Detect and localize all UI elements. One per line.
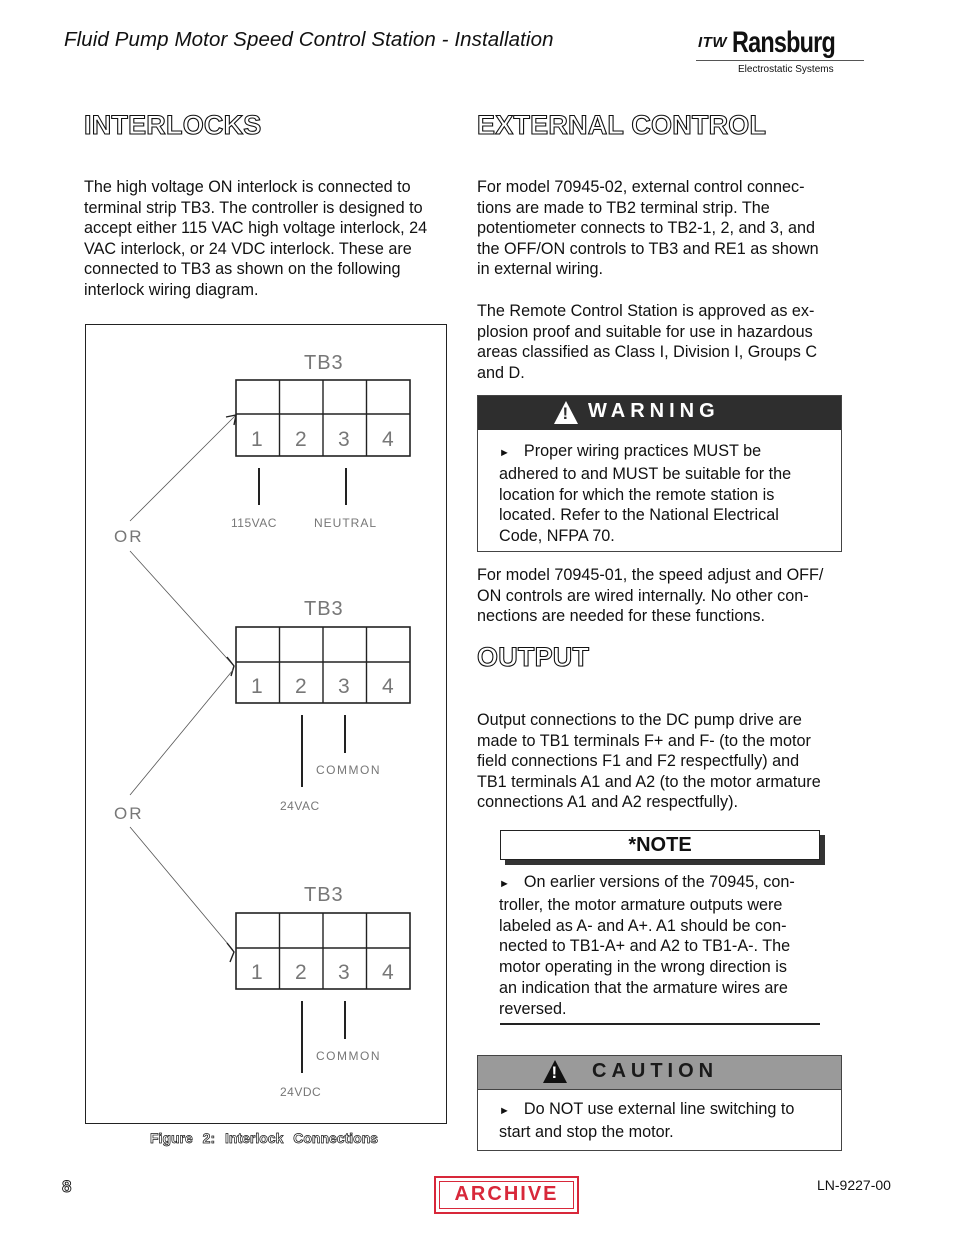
figure-caption: Figure 2: Interlock Connections	[150, 1130, 379, 1146]
text-line: potentiometer connects to TB2-1, 2, and 3, and	[477, 219, 816, 238]
terminal-4: 4	[382, 428, 394, 451]
text-line: connected to TB3 as shown on the following	[84, 260, 401, 279]
note-body	[499, 872, 795, 1020]
label-24vac: 24VAC	[280, 799, 320, 813]
terminal-4: 4	[382, 675, 394, 698]
external-control-paragraph-2	[477, 301, 817, 383]
logo-itw-text: ITW	[698, 34, 727, 51]
text-line: an indication that the armature wires are	[499, 978, 788, 997]
text-line: motor operating in the wrong direction is	[499, 958, 787, 977]
interlocks-paragraph	[84, 177, 427, 301]
text-line: VAC interlock, or 24 VDC interlock. These are	[84, 239, 412, 258]
bullet-arrow-icon: ►	[499, 1105, 510, 1117]
terminal-3: 3	[338, 961, 350, 984]
document-number: LN-9227-00	[817, 1177, 891, 1193]
text-line: terminal strip TB3. The controller is designed to	[84, 198, 423, 217]
text-line: For model 70945-01, the speed adjust and OFF/	[477, 566, 824, 584]
text-line: ► On earlier versions of the 70945, con-	[499, 873, 795, 891]
caution-title: CAUTION	[592, 1060, 719, 1082]
terminal-3: 3	[338, 675, 350, 698]
terminal-4: 4	[382, 961, 394, 984]
warning-body	[499, 441, 791, 547]
caution-banner	[478, 1056, 841, 1090]
label-neutral: NEUTRAL	[314, 516, 378, 530]
text-line: troller, the motor armature outputs were	[499, 895, 783, 914]
text-line: field connections F1 and F2 respectfully) and	[477, 752, 800, 771]
warning-banner	[478, 396, 841, 430]
text-line: connections A1 and A2 respectfully).	[477, 793, 738, 812]
text-line: and D.	[477, 363, 525, 382]
text-line: For model 70945-02, external control connec-	[477, 178, 805, 196]
output-paragraph	[477, 710, 821, 813]
external-control-paragraph-3	[477, 565, 823, 627]
terminal-2: 2	[295, 428, 307, 451]
logo-rule	[696, 60, 864, 61]
label-common-1: COMMON	[316, 763, 381, 777]
note-bottom-rule	[500, 1023, 820, 1025]
archive-stamp	[434, 1176, 579, 1214]
archive-stamp-text: ARCHIVE	[454, 1183, 559, 1205]
logo-brand-name: Ransburg	[732, 26, 835, 59]
text-line: nected to TB1-A+ and A2 to TB1-A-. The	[499, 937, 791, 956]
external-control-paragraph-1	[477, 177, 819, 280]
exclamation-icon: !	[551, 1063, 558, 1082]
output-heading: OUTPUT	[477, 642, 590, 672]
text-line: ON controls are wired internally. No other con-	[477, 586, 809, 605]
text-line: ► Do NOT use external line switching to	[499, 1100, 795, 1118]
logo-tagline: Electrostatic Systems	[738, 64, 834, 75]
or-label-2: OR	[114, 804, 144, 823]
note-header	[500, 830, 820, 860]
caution-body	[499, 1099, 794, 1143]
tb3-label-3: TB3	[304, 884, 344, 906]
label-common-2: COMMON	[316, 1049, 381, 1063]
warning-title: WARNING	[588, 400, 720, 422]
text-line: labeled as A- and A+. A1 should be con-	[499, 916, 787, 935]
text-line: accept either 115 VAC high voltage interlock, 24	[84, 219, 428, 238]
text-line: reversed.	[499, 999, 567, 1018]
text-line: The high voltage ON interlock is connected to	[84, 178, 411, 196]
text-line: in external wiring.	[477, 260, 603, 279]
terminal-2: 2	[295, 675, 307, 698]
text-line: Code, NFPA 70.	[499, 527, 615, 546]
text-line: made to TB1 terminals F+ and F- (to the motor	[477, 731, 811, 750]
text-line: adhered to and MUST be suitable for the	[499, 464, 792, 483]
text-line: start and stop the motor.	[499, 1122, 674, 1141]
text-line: nections are needed for these functions.	[477, 607, 765, 626]
warning-box	[477, 395, 842, 552]
text-line: areas classified as Class I, Division I, Groups C	[477, 343, 818, 362]
page-number: 8	[62, 1177, 72, 1196]
terminal-1: 1	[251, 675, 263, 698]
text-line: TB1 terminals A1 and A2 (to the motor armature	[477, 772, 821, 791]
tb3-label-1: TB3	[304, 352, 344, 374]
terminal-3: 3	[338, 428, 350, 451]
text-line: located. Refer to the National Electrical	[499, 506, 779, 525]
note-title: *NOTE	[628, 834, 692, 856]
external-control-heading: EXTERNAL CONTROL	[477, 110, 767, 140]
text-line: plosion proof and suitable for use in hazardous	[477, 322, 813, 341]
text-line: ► Proper wiring practices MUST be	[499, 442, 762, 460]
terminal-1: 1	[251, 961, 263, 984]
label-115vac: 115VAC	[231, 516, 277, 530]
bullet-arrow-icon: ►	[499, 447, 510, 459]
interlocks-heading: INTERLOCKS	[84, 110, 262, 140]
caution-box	[477, 1055, 842, 1151]
text-line: tions are made to TB2 terminal strip. The	[477, 198, 770, 217]
text-line: interlock wiring diagram.	[84, 280, 259, 299]
text-line: Output connections to the DC pump drive are	[477, 711, 802, 729]
interlock-diagram-frame	[85, 324, 447, 1124]
tb3-label-2: TB3	[304, 598, 344, 620]
label-24vdc: 24VDC	[280, 1085, 322, 1099]
text-line: The Remote Control Station is approved as ex-	[477, 302, 815, 320]
terminal-2: 2	[295, 961, 307, 984]
itw-ransburg-logo	[696, 26, 866, 78]
exclamation-icon: !	[562, 404, 569, 423]
text-line: location for which the remote station is	[499, 485, 775, 504]
text-line: the OFF/ON controls to TB3 and RE1 as shown	[477, 239, 819, 258]
terminal-1: 1	[251, 428, 263, 451]
interlock-wiring-diagram	[86, 325, 446, 1123]
bullet-arrow-icon: ►	[499, 878, 510, 890]
page-header-title: Fluid Pump Motor Speed Control Station - Installation	[64, 28, 554, 51]
or-label-1: OR	[114, 527, 144, 546]
